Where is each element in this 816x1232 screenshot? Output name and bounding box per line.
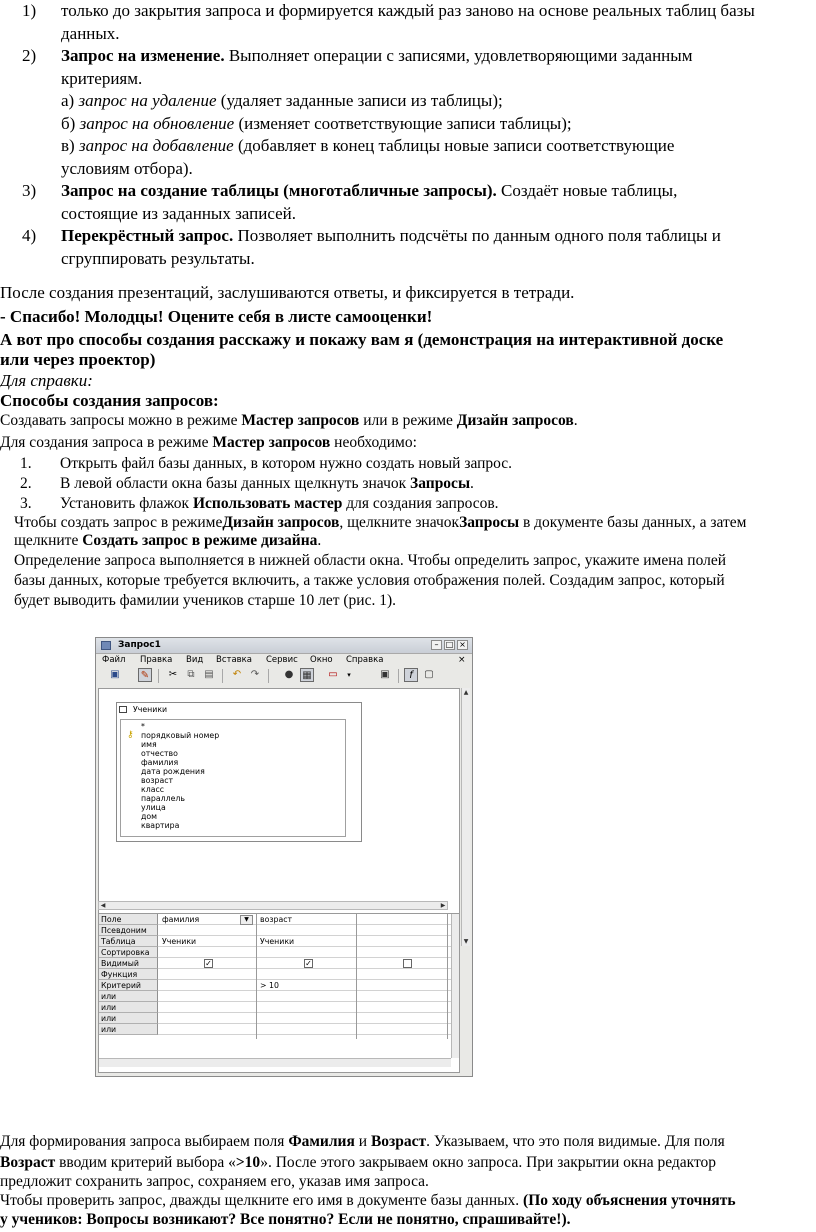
row-label-table: Таблица: [99, 936, 158, 947]
add-table-icon[interactable]: ▭: [328, 669, 338, 680]
text-run: Запросы: [410, 475, 471, 492]
text-run: для создания запросов.: [342, 495, 499, 512]
field-item[interactable]: улица: [141, 803, 166, 812]
text-run: условиям отбора).: [61, 158, 193, 178]
row-label-alias: Псевдоним: [99, 925, 158, 936]
text-run: Создавать запросы можно в режиме: [0, 412, 242, 429]
column-2-criterion[interactable]: > 10: [260, 981, 279, 990]
step-text: [60, 474, 474, 494]
text-run: , щелкните значок: [339, 514, 460, 531]
dropdown-icon[interactable]: ▾: [347, 671, 351, 679]
text-run: Создаёт новые таблицы,: [496, 181, 678, 200]
tables-horizontal-scrollbar[interactable]: ◀ ▶: [98, 901, 448, 910]
list-item-line: [61, 113, 572, 135]
definition-line-1: Определение запроса выполняется в нижней области окна. Чтобы определить запрос, укажите имена полей: [14, 552, 727, 569]
column-1-visible-checkbox[interactable]: ✓: [205, 959, 212, 968]
table-box-title: Ученики: [133, 705, 168, 714]
wizard-line: [0, 433, 417, 453]
list-item-line: [61, 180, 677, 202]
maximize-icon[interactable]: □: [445, 640, 454, 649]
text-run: ». После этого закрываем окно запроса. При закрытии окна редактор: [260, 1154, 717, 1171]
cut-icon[interactable]: ✂: [168, 669, 178, 680]
text-run: .: [470, 475, 474, 492]
design-view-icon[interactable]: ▦: [300, 668, 314, 682]
text-run: сгруппировать результаты.: [61, 248, 255, 268]
text-run: Дизайн запросов: [456, 412, 574, 429]
definition-line-2: базы данных, которые требуется включить, а также условия отображения полей. Создадим запрос, который: [14, 572, 725, 589]
final-line-2: [0, 1153, 716, 1173]
text-run: данных.: [61, 23, 120, 43]
list-item-line: [61, 68, 142, 90]
methods-line: [0, 411, 578, 431]
text-run: . Указываем, что это поля видимые. Для поля: [426, 1133, 725, 1150]
field-item[interactable]: порядковый номер: [141, 731, 220, 740]
field-item[interactable]: параллель: [141, 794, 185, 803]
list-item-line: [61, 203, 296, 225]
text-run: Мастер запросов: [241, 412, 360, 429]
column-2-visible-checkbox[interactable]: ✓: [305, 959, 312, 968]
menu-help[interactable]: Справка: [346, 655, 384, 665]
list-number: 2): [22, 46, 37, 65]
copy-icon[interactable]: ⧉: [187, 669, 195, 680]
design-line-2: [14, 531, 321, 551]
undo-icon[interactable]: ↶: [232, 669, 242, 680]
text-run: (По ходу объяснения уточнять: [523, 1192, 736, 1209]
text-run: (добавляет в конец таблицы новые записи соответствующие: [233, 136, 675, 155]
row-label-field: Поле: [99, 914, 158, 925]
column-1-dropdown-icon[interactable]: ▼: [240, 915, 253, 925]
about-line-2: или через проектор): [0, 350, 156, 369]
text-run: (изменяет соответствующие записи таблицы);: [234, 113, 572, 133]
table-name-icon[interactable]: ▢: [424, 669, 434, 680]
menu-window[interactable]: Окно: [310, 655, 333, 665]
minimize-icon[interactable]: –: [431, 640, 442, 650]
list-item-line: [61, 248, 255, 270]
redo-icon[interactable]: ↷: [250, 669, 260, 680]
primary-key-icon: ⚷: [127, 730, 134, 740]
row-label-or: или: [99, 1024, 158, 1035]
design-line-1: [14, 513, 746, 533]
grid-horizontal-scrollbar[interactable]: [99, 1058, 451, 1067]
text-run: Возраст: [0, 1154, 56, 1171]
field-item[interactable]: квартира: [141, 821, 180, 830]
text-run: Запросы: [459, 514, 520, 531]
field-item[interactable]: фамилия: [141, 758, 179, 767]
text-run: необходимо:: [330, 434, 417, 451]
field-list: [120, 719, 346, 837]
text-run: состоящие из заданных записей.: [61, 203, 296, 223]
text-run: и: [354, 1133, 371, 1150]
text-run: Для создания запроса в режиме: [0, 434, 213, 451]
field-item[interactable]: возраст: [141, 776, 174, 785]
text-run: Дизайн запросов: [222, 514, 340, 531]
save-icon[interactable]: ▣: [110, 669, 120, 680]
about-line-1: А вот про способы создания расскажу и покажу вам я (демонстрация на интерактивной доске: [0, 330, 724, 349]
row-label-or: или: [99, 1002, 158, 1013]
text-run: Установить флажок: [60, 495, 193, 512]
definition-line-3: будет выводить фамилии учеников старше 10 лет (рис. 1).: [14, 592, 396, 609]
text-run: в документе базы данных, а затем: [519, 514, 747, 531]
list-number: 1): [22, 1, 37, 20]
menu-bar: [96, 653, 472, 667]
field-item[interactable]: отчество: [141, 749, 178, 758]
grid-vertical-scrollbar[interactable]: [451, 914, 459, 1058]
close-icon[interactable]: ×: [457, 640, 468, 650]
para-after-presentations: После создания презентаций, заслушиваются ответы, и фиксируется в тетради.: [0, 283, 575, 302]
menu-close-icon[interactable]: ×: [458, 655, 466, 665]
list-number: 3): [22, 181, 37, 200]
query-design-window: [95, 637, 473, 1077]
text-run: В левой области окна базы данных щелкнуть значок: [60, 475, 411, 492]
list-item-line: [61, 0, 755, 22]
final-line-4: [0, 1191, 736, 1211]
tables-vertical-scrollbar[interactable]: ▲ ▼: [461, 688, 470, 946]
text-run: или в режиме: [359, 412, 457, 429]
text-run: а): [61, 91, 79, 110]
text-run: .: [573, 412, 578, 429]
text-run: (удаляет заданные записи из таблицы);: [216, 91, 503, 110]
text-run: Позволяет выполнить подсчёты по данным одного поля таблицы и: [233, 226, 721, 245]
text-run: вводим критерий выбора «: [55, 1154, 236, 1171]
field-item[interactable]: имя: [141, 740, 157, 749]
step-number: 1.: [20, 455, 32, 472]
field-item[interactable]: *: [141, 722, 145, 731]
text-run: Мастер запросов: [212, 434, 331, 451]
menu-tools[interactable]: Сервис: [266, 655, 298, 665]
methods-heading: Способы создания запросов:: [0, 391, 219, 410]
column-1-field[interactable]: фамилия: [162, 915, 200, 924]
list-item-line: [61, 45, 692, 67]
row-label-visible: Видимый: [99, 958, 158, 969]
list-item-line: [61, 225, 721, 247]
list-item-line: [61, 158, 193, 180]
row-label-or: или: [99, 1013, 158, 1024]
step-text: [60, 454, 512, 474]
text-run: только до закрытия запроса и формируется каждый раз заново на основе реальных таблиц базы: [61, 1, 755, 20]
text-run: Чтобы проверить запрос, дважды щелкните его имя в документе базы данных.: [0, 1192, 524, 1209]
row-label-criterion: Критерий: [99, 980, 158, 991]
text-run: Запрос на изменение.: [61, 46, 225, 65]
text-run: Выполняет операции с записями, удовлетворяющими заданным: [224, 46, 693, 65]
column-1-table[interactable]: Ученики: [162, 937, 197, 946]
list-item-line: [61, 135, 674, 157]
menu-file[interactable]: Файл: [102, 655, 126, 665]
function-icon[interactable]: f: [404, 668, 418, 682]
row-label-or: или: [99, 991, 158, 1002]
text-run: Чтобы создать запрос в режиме: [14, 514, 223, 531]
step-number: 2.: [20, 475, 32, 492]
run-query-icon[interactable]: ●: [284, 669, 294, 680]
row-label-sort: Сортировка: [99, 947, 158, 958]
edit-icon[interactable]: ✎: [138, 668, 152, 682]
text-run: запрос на обновление: [79, 113, 235, 133]
text-run: критериям.: [61, 68, 143, 88]
window-title: Запрос1: [118, 640, 161, 650]
column-2-table[interactable]: Ученики: [260, 937, 295, 946]
reference-label: Для справки:: [0, 371, 93, 390]
final-line-3: [0, 1172, 429, 1192]
column-2-field[interactable]: возраст: [260, 915, 293, 924]
field-item[interactable]: дом: [141, 812, 158, 821]
text-run: Возраст: [370, 1133, 427, 1150]
field-item[interactable]: класс: [141, 785, 165, 794]
text-run: Использовать мастер: [192, 495, 343, 512]
paste-icon[interactable]: ▤: [204, 669, 214, 680]
text-run: Запрос на создание таблицы (многотабличные запросы).: [61, 181, 497, 200]
text-run: запрос на добавление: [78, 136, 234, 155]
window-titlebar: [96, 638, 472, 654]
text-run: >10: [235, 1154, 261, 1171]
table-box-students[interactable]: [116, 702, 362, 842]
thanks-line: - Спасибо! Молодцы! Оцените себя в листе самооценки!: [0, 307, 433, 326]
text-run: предложит сохранить запрос, сохраняем его, указав имя запроса.: [0, 1173, 429, 1190]
text-run: Перекрёстный запрос.: [61, 226, 234, 245]
final-line-1: [0, 1132, 725, 1152]
table-icon: [119, 706, 127, 713]
list-item-line: [61, 90, 503, 112]
text-run: Создать запрос в режиме дизайна: [82, 532, 318, 549]
list-number: 4): [22, 226, 37, 245]
menu-insert[interactable]: Вставка: [216, 655, 253, 665]
text-run: Открыть файл базы данных, в котором нужно создать новый запрос.: [60, 455, 513, 472]
text-run: в): [61, 136, 79, 155]
text-run: щелкните: [14, 532, 83, 549]
query-design-grid: [98, 913, 460, 1073]
final-line-5: [0, 1210, 571, 1230]
row-label-function: Функция: [99, 969, 158, 980]
step-number: 3.: [20, 495, 32, 512]
list-item-line: [61, 23, 120, 45]
text-run: б): [61, 113, 80, 133]
menu-edit[interactable]: Правка: [140, 655, 173, 665]
sql-icon[interactable]: ▣: [380, 669, 390, 680]
toolbar: [98, 668, 458, 686]
column-3-visible-checkbox[interactable]: [403, 959, 412, 968]
text-run: Фамилия: [288, 1133, 355, 1150]
text-run: Для формирования запроса выбираем поля: [0, 1133, 289, 1150]
text-run: запрос на удаление: [78, 91, 217, 110]
app-icon: [101, 641, 111, 650]
text-run: .: [317, 532, 322, 549]
field-item[interactable]: дата рождения: [141, 767, 205, 776]
step-text: [60, 494, 499, 514]
text-run: у учеников: Вопросы возникают? Все понятно? Если не понятно, спрашивайте!).: [0, 1211, 571, 1228]
menu-view[interactable]: Вид: [186, 655, 204, 665]
